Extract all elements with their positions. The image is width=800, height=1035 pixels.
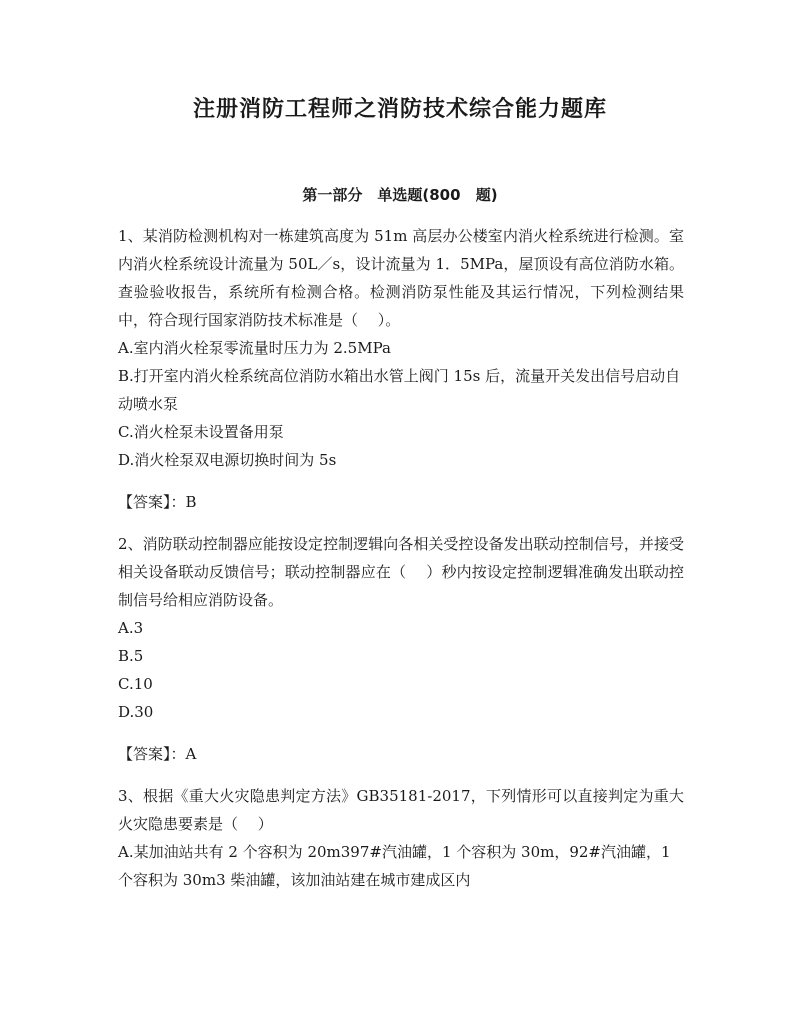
option-d: D.30 xyxy=(118,703,154,721)
option-c: C.10 xyxy=(118,675,153,693)
option-a: A.室内消火栓泵零流量时压力为 2.5MPa xyxy=(118,339,391,357)
question-list xyxy=(118,222,684,894)
answer-label: 【答案】：B xyxy=(118,493,197,511)
question-text: 3、根据《重大火灾隐患判定方法》GB35181-2017，下列情形可以直接判定为重大火灾隐患要素是（ ） xyxy=(118,787,684,833)
option-d: D.消火栓泵双电源切换时间为 5s xyxy=(118,451,337,469)
document-title: 注册消防工程师之消防技术综合能力题库 xyxy=(192,97,607,122)
option-a: A.某加油站共有 2 个容积为 20m397#汽油罐，1 个容积为 30m，92#汽油罐，1 个容积为 30m3 柴油罐，该加油站建在城市建成区内 xyxy=(118,843,671,889)
section-heading: 第一部分 单选题(800 题) xyxy=(302,186,498,204)
option-b: B.5 xyxy=(118,647,144,665)
option-b: B.打开室内消火栓系统高位消防水箱出水管上阀门 15s 后，流量开关发出信号启动自动喷水泵 xyxy=(118,367,681,413)
question-1 xyxy=(118,222,684,516)
option-a: A.3 xyxy=(118,619,144,637)
option-c: C.消火栓泵未设置备用泵 xyxy=(118,423,284,441)
question-3 xyxy=(118,782,684,894)
question-2 xyxy=(118,530,684,768)
question-text: 1、某消防检测机构对一栋建筑高度为 51m 高层办公楼室内消火栓系统进行检测。室内消火栓系统设计流量为 50L／s，设计流量为 1．5MPa，屋顶设有高位消防水箱。查验验收报告，系统所有检测合格。检测消防泵性能及其运行情况，下列检测结果中，符合现行国家消防技术标准是（ ）。 xyxy=(118,227,684,329)
question-text: 2、消防联动控制器应能按设定控制逻辑向各相关受控设备发出联动控制信号，并接受相关设备联动反馈信号；联动控制器应在（ ）秒内按设定控制逻辑准确发出联动控制信号给相应消防设备。 xyxy=(118,535,684,609)
answer-label: 【答案】：A xyxy=(118,745,197,763)
